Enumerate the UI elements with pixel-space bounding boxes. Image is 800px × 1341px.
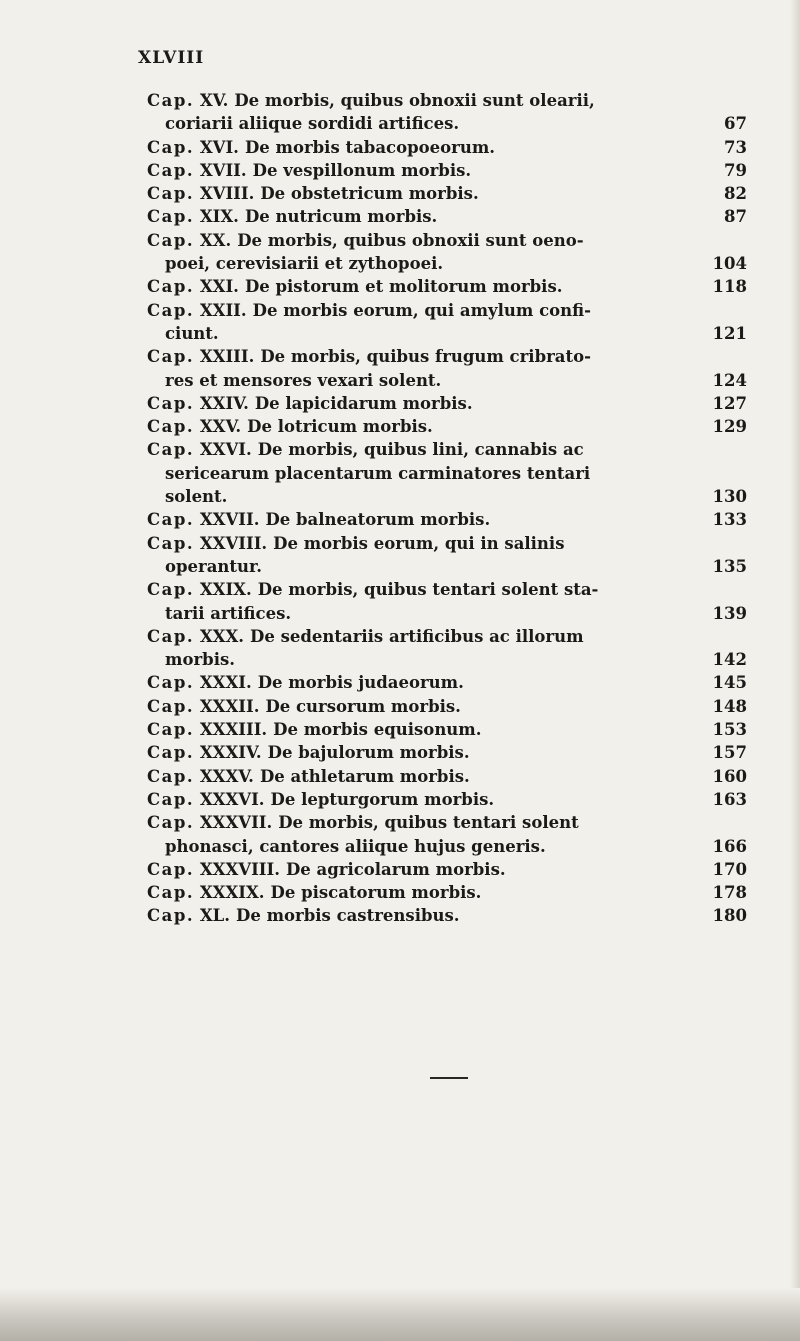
chapter-label: Cap. xyxy=(147,813,195,833)
page-number: 153 xyxy=(712,720,747,740)
chapter-label: Cap. xyxy=(147,230,195,250)
chapter-number: XVIII. xyxy=(199,184,255,204)
chapter-label: Cap. xyxy=(147,417,195,437)
chapter-label: Cap. xyxy=(147,160,195,180)
chapter-number: XXXVII. xyxy=(199,813,273,833)
chapter-number: XXXII. xyxy=(199,696,260,716)
toc-entry-continuation-line xyxy=(147,485,747,508)
toc-entry-first-line xyxy=(147,765,747,788)
chapter-title-text: De sedentariis artificibus ac illorum xyxy=(250,626,584,646)
toc-entry xyxy=(147,671,747,694)
chapter-title-text: solent. xyxy=(165,487,228,507)
toc-entry-first-line xyxy=(147,275,747,298)
chapter-number: XXXIII. xyxy=(199,720,268,740)
toc-entry-first-line xyxy=(147,578,747,601)
chapter-number: XXV. xyxy=(199,417,242,437)
page-header: XLVIII xyxy=(138,48,205,68)
chapter-number: XV. xyxy=(199,91,229,110)
toc-entry-continuation-line xyxy=(147,835,747,858)
toc-entry-continuation-line xyxy=(147,555,747,578)
page-number: 67 xyxy=(724,114,747,134)
chapter-number: XXIV. xyxy=(199,393,249,413)
page-number: 163 xyxy=(712,789,747,809)
page-number: 87 xyxy=(724,207,747,227)
table-of-contents xyxy=(147,89,747,928)
chapter-title-text: De vespillonum morbis. xyxy=(252,160,472,180)
chapter-number: XX. xyxy=(199,230,232,250)
toc-entry-first-line xyxy=(147,205,747,228)
chapter-label: Cap. xyxy=(147,580,195,600)
chapter-label: Cap. xyxy=(147,510,195,530)
toc-entry xyxy=(147,625,747,672)
toc-entry xyxy=(147,205,747,228)
chapter-title-text: tarii artifices. xyxy=(165,603,292,623)
toc-entry-first-line xyxy=(147,508,747,531)
page-number: 157 xyxy=(712,743,747,763)
chapter-number: XXXIV. xyxy=(199,743,262,763)
chapter-label: Cap. xyxy=(147,673,195,693)
chapter-number: XXXVIII. xyxy=(199,859,280,879)
chapter-title-text: phonasci, cantores aliique hujus generis. xyxy=(165,836,546,856)
chapter-title-text: De cursorum morbis. xyxy=(265,696,461,716)
page-number: 127 xyxy=(712,393,747,413)
toc-entry-first-line xyxy=(147,858,747,881)
toc-entry-first-line xyxy=(147,788,747,811)
chapter-label: Cap. xyxy=(147,766,195,786)
page-number: 180 xyxy=(712,906,747,926)
page-number: 135 xyxy=(712,556,747,576)
chapter-title-text: De lotricum morbis. xyxy=(247,417,433,437)
toc-entry-first-line xyxy=(147,881,747,904)
toc-entry-first-line xyxy=(147,159,747,182)
page-number: 160 xyxy=(712,766,747,786)
chapter-title-text: De lepturgorum morbis. xyxy=(270,789,495,809)
toc-entry-first-line xyxy=(147,811,747,834)
chapter-title-text: res et mensores vexari solent. xyxy=(165,370,442,390)
chapter-title-text: De pistorum et molitorum morbis. xyxy=(244,277,563,297)
toc-entry xyxy=(147,811,747,858)
page-number: 166 xyxy=(712,836,747,856)
chapter-label: Cap. xyxy=(147,789,195,809)
toc-entry-first-line xyxy=(147,671,747,694)
page-number: 129 xyxy=(712,417,747,437)
chapter-title-text: ciunt. xyxy=(165,323,219,343)
toc-entry xyxy=(147,345,747,392)
toc-entry-continuation-line xyxy=(147,252,747,275)
chapter-number: XXXIX. xyxy=(199,883,265,903)
chapter-number: XXIX. xyxy=(199,580,252,600)
closing-rule xyxy=(430,1077,468,1079)
chapter-number: XXII. xyxy=(199,300,247,320)
chapter-number: XXXV. xyxy=(199,766,254,786)
page-number: 82 xyxy=(724,184,747,204)
page-number: 170 xyxy=(712,859,747,879)
toc-entry xyxy=(147,765,747,788)
chapter-number: XXIII. xyxy=(199,347,255,367)
toc-entry-first-line xyxy=(147,89,747,112)
toc-entry xyxy=(147,508,747,531)
page-number: 139 xyxy=(712,603,747,623)
toc-entry xyxy=(147,159,747,182)
chapter-title-text: morbis. xyxy=(165,650,235,670)
chapter-number: XXVI. xyxy=(199,440,252,460)
chapter-label: Cap. xyxy=(147,440,195,460)
toc-entry xyxy=(147,881,747,904)
toc-entry-first-line xyxy=(147,392,747,415)
chapter-title-text: De lapicidarum morbis. xyxy=(254,393,473,413)
toc-entry xyxy=(147,788,747,811)
toc-entry xyxy=(147,718,747,741)
chapter-label: Cap. xyxy=(147,696,195,716)
toc-entry-first-line xyxy=(147,741,747,764)
chapter-label: Cap. xyxy=(147,393,195,413)
toc-entry-first-line xyxy=(147,695,747,718)
chapter-number: XIX. xyxy=(199,207,239,227)
chapter-number: XXX. xyxy=(199,626,245,646)
toc-entry xyxy=(147,89,747,136)
chapter-title-text: De agricolarum morbis. xyxy=(285,859,506,879)
page-number: 148 xyxy=(712,696,747,716)
toc-entry-first-line xyxy=(147,532,747,555)
chapter-title-text: De morbis, quibus frugum cribrato- xyxy=(260,347,591,367)
chapter-label: Cap. xyxy=(147,184,195,204)
toc-entry-continuation-line xyxy=(147,322,747,345)
toc-entry-continuation-line xyxy=(147,602,747,625)
chapter-title-text: De morbis judaeorum. xyxy=(257,673,464,693)
chapter-number: XVI. xyxy=(199,137,239,157)
chapter-label: Cap. xyxy=(147,743,195,763)
page-number: 79 xyxy=(724,160,747,180)
toc-entry xyxy=(147,136,747,159)
chapter-label: Cap. xyxy=(147,277,195,297)
chapter-label: Cap. xyxy=(147,207,195,227)
chapter-title-text: De morbis eorum, qui in salinis xyxy=(273,533,565,553)
page-number: 145 xyxy=(712,673,747,693)
toc-entry-first-line xyxy=(147,415,747,438)
toc-entry xyxy=(147,695,747,718)
toc-entry xyxy=(147,858,747,881)
toc-entry-first-line xyxy=(147,904,747,927)
chapter-number: XXXI. xyxy=(199,673,252,693)
toc-entry-continuation-line xyxy=(147,462,747,485)
chapter-title-text: De morbis, quibus tentari solent xyxy=(278,813,579,833)
page-number: 73 xyxy=(724,137,747,157)
chapter-label: Cap. xyxy=(147,137,195,157)
toc-entry-first-line xyxy=(147,299,747,322)
chapter-title-text: De morbis, quibus obnoxii sunt olearii, xyxy=(234,91,595,110)
chapter-title-text: De obstetricum morbis. xyxy=(260,184,479,204)
chapter-number: XVII. xyxy=(199,160,247,180)
chapter-title-text: De morbis eorum, qui amylum confi- xyxy=(252,300,591,320)
page-number: 130 xyxy=(712,487,747,507)
chapter-label: Cap. xyxy=(147,300,195,320)
chapter-number: XXVII. xyxy=(199,510,260,530)
toc-entry-first-line xyxy=(147,718,747,741)
toc-entry-first-line xyxy=(147,229,747,252)
chapter-number: XXI. xyxy=(199,277,239,297)
toc-entry-continuation-line xyxy=(147,369,747,392)
chapter-number: XXVIII. xyxy=(199,533,268,553)
toc-entry-continuation-line xyxy=(147,648,747,671)
toc-entry xyxy=(147,438,747,508)
page-number: 121 xyxy=(712,323,747,343)
toc-entry-first-line xyxy=(147,438,747,461)
chapter-title-text: De piscatorum morbis. xyxy=(270,883,482,903)
chapter-label: Cap. xyxy=(147,883,195,903)
chapter-title-text: sericearum placentarum carminatores tentari xyxy=(165,463,591,483)
chapter-title-text: De athletarum morbis. xyxy=(259,766,470,786)
toc-entry-continuation-line xyxy=(147,112,747,135)
page-number: 142 xyxy=(712,650,747,670)
chapter-title-text: poei, cerevisiarii et zythopoei. xyxy=(165,254,444,274)
toc-entry xyxy=(147,904,747,927)
chapter-label: Cap. xyxy=(147,626,195,646)
chapter-title-text: De morbis, quibus lini, cannabis ac xyxy=(257,440,584,460)
toc-entry xyxy=(147,182,747,205)
toc-entry xyxy=(147,299,747,346)
chapter-label: Cap. xyxy=(147,91,195,110)
page-number: 124 xyxy=(712,370,747,390)
toc-entry xyxy=(147,229,747,276)
chapter-label: Cap. xyxy=(147,533,195,553)
chapter-title-text: De morbis, quibus obnoxii sunt oeno- xyxy=(237,230,584,250)
chapter-label: Cap. xyxy=(147,859,195,879)
chapter-title-text: coriarii aliique sordidi artifices. xyxy=(165,114,460,134)
chapter-number: XL. xyxy=(199,906,231,926)
chapter-title-text: De bajulorum morbis. xyxy=(267,743,470,763)
chapter-title-text: De balneatorum morbis. xyxy=(265,510,491,530)
page-number: 133 xyxy=(712,510,747,530)
chapter-title-text: operantur. xyxy=(165,556,262,576)
page-number: 178 xyxy=(712,883,747,903)
toc-entry xyxy=(147,741,747,764)
toc-entry-first-line xyxy=(147,625,747,648)
page-number: 104 xyxy=(712,254,747,274)
chapter-title-text: De morbis equisonum. xyxy=(273,720,482,740)
bottom-shadow xyxy=(0,1288,800,1341)
page-edge xyxy=(790,0,800,1341)
toc-entry xyxy=(147,275,747,298)
toc-entry-first-line xyxy=(147,136,747,159)
chapter-title-text: De morbis castrensibus. xyxy=(236,906,460,926)
chapter-title-text: De morbis, quibus tentari solent sta- xyxy=(257,580,599,600)
toc-entry xyxy=(147,532,747,579)
toc-entry xyxy=(147,578,747,625)
toc-entry-first-line xyxy=(147,182,747,205)
toc-entry-first-line xyxy=(147,345,747,368)
toc-entry xyxy=(147,415,747,438)
page-number: 118 xyxy=(712,277,747,297)
chapter-title-text: De morbis tabacopoeorum. xyxy=(244,137,496,157)
chapter-label: Cap. xyxy=(147,347,195,367)
chapter-number: XXXVI. xyxy=(199,789,265,809)
chapter-title-text: De nutricum morbis. xyxy=(244,207,438,227)
chapter-label: Cap. xyxy=(147,906,195,926)
toc-entry xyxy=(147,392,747,415)
chapter-label: Cap. xyxy=(147,720,195,740)
